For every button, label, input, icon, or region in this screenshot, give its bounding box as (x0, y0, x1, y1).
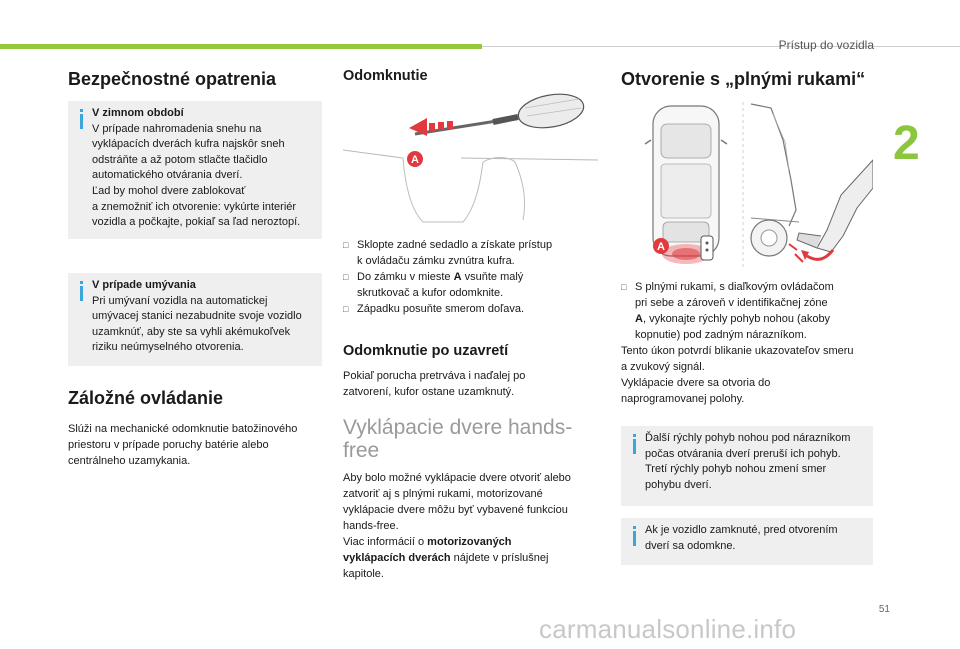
info-icon (80, 281, 83, 301)
chapter-title: Prístup do vozidla (778, 38, 874, 52)
unlock-illustration (343, 90, 598, 230)
full-hands-text (621, 279, 876, 407)
step-text: Do zámku v mieste (357, 271, 454, 283)
info-box-kick (621, 426, 873, 506)
header-accent-bar (0, 44, 482, 49)
info-box-heading: V zimnom období (92, 107, 184, 119)
text-line: priestoru v prípade poruchy batérie alebo (68, 439, 269, 451)
info-box-line: pohybu dverí. (645, 478, 712, 491)
section-title-safety: Bezpečnostné opatrenia (68, 69, 277, 89)
step-item (621, 279, 876, 343)
info-box-line: uzamknúť, aby ste sa vyhli akémukoľvek (92, 325, 291, 338)
step-line: kopnutie) pod zadným nárazníkom. (635, 329, 807, 341)
step-line: □ Západku posuňte smerom doľava. (357, 303, 525, 315)
section-title-backup: Záložné ovládanie (68, 388, 224, 408)
info-box-line: a znemožniť ich otvorenie: vykúrte interiér (92, 200, 297, 213)
text-line: Aby bolo možné vyklápacie dvere otvoriť alebo (343, 472, 571, 484)
unlock-after-text (343, 368, 598, 400)
watermark: carmanualsonline.info (539, 614, 797, 644)
info-box-line: umývacej stanici nezabudnite svoje vozidlo (92, 310, 302, 323)
info-icon (80, 109, 83, 129)
info-box-line: vyklápacích dverách kufra najskôr sneh (92, 138, 285, 151)
step-item (343, 269, 598, 301)
handsfree-text (343, 470, 603, 582)
text-line: centrálneho uzamykania. (68, 455, 191, 467)
ref-text: Viac informácií o (343, 536, 428, 548)
backup-text (68, 421, 328, 469)
info-box-line: vozidla a počkajte, pokiaľ sa ľad neroztopí. (92, 216, 301, 229)
step-line: k ovládaču zámku zvnútra kufra. (357, 255, 515, 267)
info-box-line: Tretí rýchly pohyb nohou zmení smer (645, 463, 827, 476)
step-marker-ref: A (635, 313, 643, 325)
info-box-line: dverí sa odomkne. (645, 539, 736, 552)
page-number: 51 (878, 604, 890, 615)
unlock-steps (343, 237, 598, 317)
section-title-handsfree (343, 416, 603, 462)
ref-text: nájdete v príslušnej (450, 552, 549, 564)
step-text: vsuňte malý (461, 271, 524, 283)
step-item (343, 237, 598, 269)
chapter-number: 2 (893, 117, 920, 170)
text-line: Tento úkon potvrdí blikanie ukazovateľov smeru (621, 345, 854, 357)
info-box-line: riziku neúmyselného otvorenia. (92, 341, 244, 354)
step-marker-ref: A (453, 271, 462, 283)
info-box-winter (68, 101, 322, 239)
text-line: zatvoriť aj s plnými rukami, motorizované (343, 488, 543, 500)
info-icon (633, 526, 636, 546)
info-box-line: automatického otvárania dverí. (92, 169, 243, 182)
text-line (343, 550, 603, 566)
step-line: □ S plnými rukami, s diaľkovým ovládačom (635, 281, 834, 293)
ref-bold: motorizovaných (427, 536, 512, 548)
text-line: vyklápacie dvere môžu byť vybavené funkciou (343, 504, 568, 516)
section-title-unlock-after: Odomknutie po uzavretí (343, 343, 509, 359)
text-line: a zvukový signál. (621, 361, 705, 373)
text-line: Vyklápacie dvere sa otvoria do (621, 377, 771, 389)
title-line: Vyklápacie dvere hands- (343, 416, 573, 439)
text-line: Pokiaľ porucha pretrváva i naďalej po (343, 370, 526, 382)
info-box-line: Ďalší rýchly pohyb nohou pod nárazníkom (645, 432, 851, 444)
step-line: □ Sklopte zadné sedadlo a získate prístup (357, 239, 553, 251)
text-line: zatvorení, kufor ostane uzamknutý. (343, 386, 515, 398)
text-line: hands-free. (343, 520, 399, 532)
step-line: pri sebe a zároveň v identifikačnej zóne (635, 297, 828, 309)
text-line (343, 534, 603, 550)
info-box-line: počas otvárania dverí preruší ich pohyb. (645, 447, 841, 460)
step-text: , vykonajte rýchly pohyb nohou (akoby (642, 313, 831, 325)
marker-a: A (657, 241, 665, 253)
header-rule (482, 46, 960, 47)
info-box-line: Pri umývaní vozidla na automatickej (92, 294, 268, 307)
kick-sensor-illustration (621, 100, 873, 272)
info-box-washing (68, 273, 322, 366)
text-line: kapitole. (343, 568, 384, 580)
text-line: naprogramovanej polohy. (621, 393, 745, 405)
step-item (343, 301, 598, 317)
text-line: Slúži na mechanické odomknutie batožinového (68, 423, 298, 435)
info-box-line: Ľad by mohol dvere zablokovať (92, 184, 246, 197)
section-title-unlock: Odomknutie (343, 68, 428, 84)
info-icon (633, 434, 636, 454)
marker-a: A (411, 154, 419, 166)
step-line: skrutkovač a kufor odomknite. (357, 287, 504, 299)
section-title-full-hands: Otvorenie s „plnými rukami“ (621, 69, 866, 89)
info-box-line: V prípade nahromadenia snehu na (92, 122, 262, 135)
info-box-locked (621, 518, 873, 565)
info-box-line: odstráňte a až potom stlačte tlačidlo (92, 153, 268, 166)
info-box-heading: V prípade umývania (92, 279, 196, 291)
title-line: free (343, 439, 380, 462)
ref-bold: vyklápacích dverách (343, 552, 451, 564)
info-box-line: Ak je vozidlo zamknuté, pred otvorením (645, 524, 838, 536)
